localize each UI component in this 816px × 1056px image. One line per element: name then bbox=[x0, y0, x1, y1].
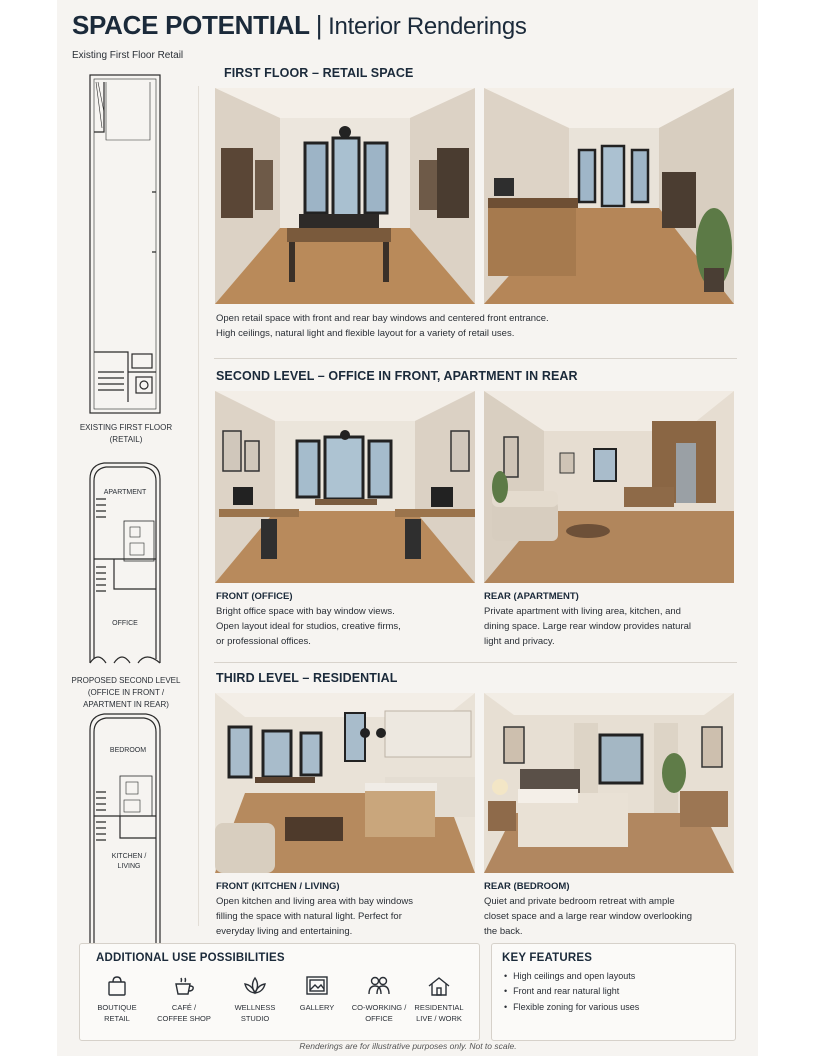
footer-disclaimer: Renderings are for illustrative purposes only. Not to scale. bbox=[299, 1041, 517, 1051]
page-title: SPACE POTENTIAL | Interior Renderings bbox=[72, 10, 527, 40]
heading-first-floor: FIRST FLOOR – RETAIL SPACE bbox=[224, 66, 414, 80]
office-description bbox=[216, 589, 478, 649]
plan-label-second: PROPOSED SECOND LEVEL (OFFICE IN FRONT / APARTMENT IN REAR) bbox=[71, 676, 181, 709]
lotus-icon bbox=[242, 975, 268, 997]
heading-third-level: THIRD LEVEL – RESIDENTIAL bbox=[216, 671, 398, 685]
feature-item-3: • Flexible zoning for various uses bbox=[504, 1002, 639, 1012]
retail-rendering-rear bbox=[484, 88, 734, 304]
use-coworking-office: CO-WORKING / OFFICE bbox=[347, 975, 411, 1024]
room-label-bedroom: BEDROOM bbox=[109, 747, 147, 754]
room-label-apartment: APARTMENT bbox=[103, 489, 147, 496]
column-divider bbox=[198, 86, 199, 926]
room-label-office: OFFICE bbox=[112, 620, 138, 627]
first-floor-description: Open retail space with front and rear bay windows and centered front entrance. High ceilings, natural light and flexible layout for a variety of retail uses. bbox=[216, 313, 549, 339]
feature-item-2: • Front and rear natural light bbox=[504, 986, 619, 996]
bedroom-text: Quiet and private bedroom retreat with ample closet space and a large rear window overlooking the back. bbox=[484, 896, 693, 937]
office-rendering bbox=[215, 391, 475, 583]
floor-caption: Existing First Floor Retail bbox=[72, 50, 184, 61]
kitchen-living-rendering bbox=[215, 693, 475, 873]
use-cafe: CAFÉ / COFFEE SHOP bbox=[152, 975, 216, 1024]
uses-heading: ADDITIONAL USE POSSIBILITIES bbox=[96, 952, 285, 964]
bedroom-rendering bbox=[484, 693, 734, 873]
use-wellness-studio: WELLNESS STUDIO bbox=[223, 975, 287, 1024]
picture-frame-icon bbox=[305, 975, 329, 997]
apartment-description bbox=[484, 589, 746, 649]
kitchen-living-title: FRONT (KITCHEN / LIVING) bbox=[216, 881, 340, 892]
kitchen-living-description bbox=[216, 879, 478, 939]
room-label-kitchen-living: KITCHEN / LIVING bbox=[111, 853, 147, 870]
coffee-cup-icon bbox=[173, 975, 195, 997]
people-icon bbox=[367, 975, 391, 997]
apartment-text: Private apartment with living area, kitchen, and dining space. Large rear window provides natural light and privacy. bbox=[484, 606, 692, 647]
office-text: Bright office space with bay window views. Open layout ideal for studios, creative firms, or professional offices. bbox=[216, 606, 401, 647]
plan-label-first: EXISTING FIRST FLOOR (RETAIL) bbox=[79, 423, 173, 444]
divider-1 bbox=[214, 358, 737, 359]
feature-item-1: • High ceilings and open layouts bbox=[504, 971, 635, 981]
bedroom-description bbox=[484, 879, 746, 939]
use-residential-live-work: RESIDENTIAL LIVE / WORK bbox=[407, 975, 471, 1024]
bedroom-title: REAR (BEDROOM) bbox=[484, 881, 570, 892]
apartment-rendering bbox=[484, 391, 734, 583]
use-boutique-retail: BOUTIQUE RETAIL bbox=[85, 975, 149, 1024]
divider-2 bbox=[214, 662, 737, 663]
house-icon bbox=[427, 975, 451, 997]
kitchen-living-text: Open kitchen and living area with bay windows filling the space with natural light. Perfect for everyday living and entertaining. bbox=[216, 896, 413, 937]
apartment-title: REAR (APARTMENT) bbox=[484, 591, 579, 602]
retail-rendering-front bbox=[215, 88, 475, 304]
heading-second-level: SECOND LEVEL – OFFICE IN FRONT, APARTMENT IN REAR bbox=[216, 369, 578, 383]
office-title: FRONT (OFFICE) bbox=[216, 591, 293, 602]
use-gallery: GALLERY bbox=[285, 975, 349, 1013]
features-heading: KEY FEATURES bbox=[502, 952, 593, 964]
first-floor-plan bbox=[84, 72, 166, 417]
shopping-bag-icon bbox=[106, 975, 128, 997]
